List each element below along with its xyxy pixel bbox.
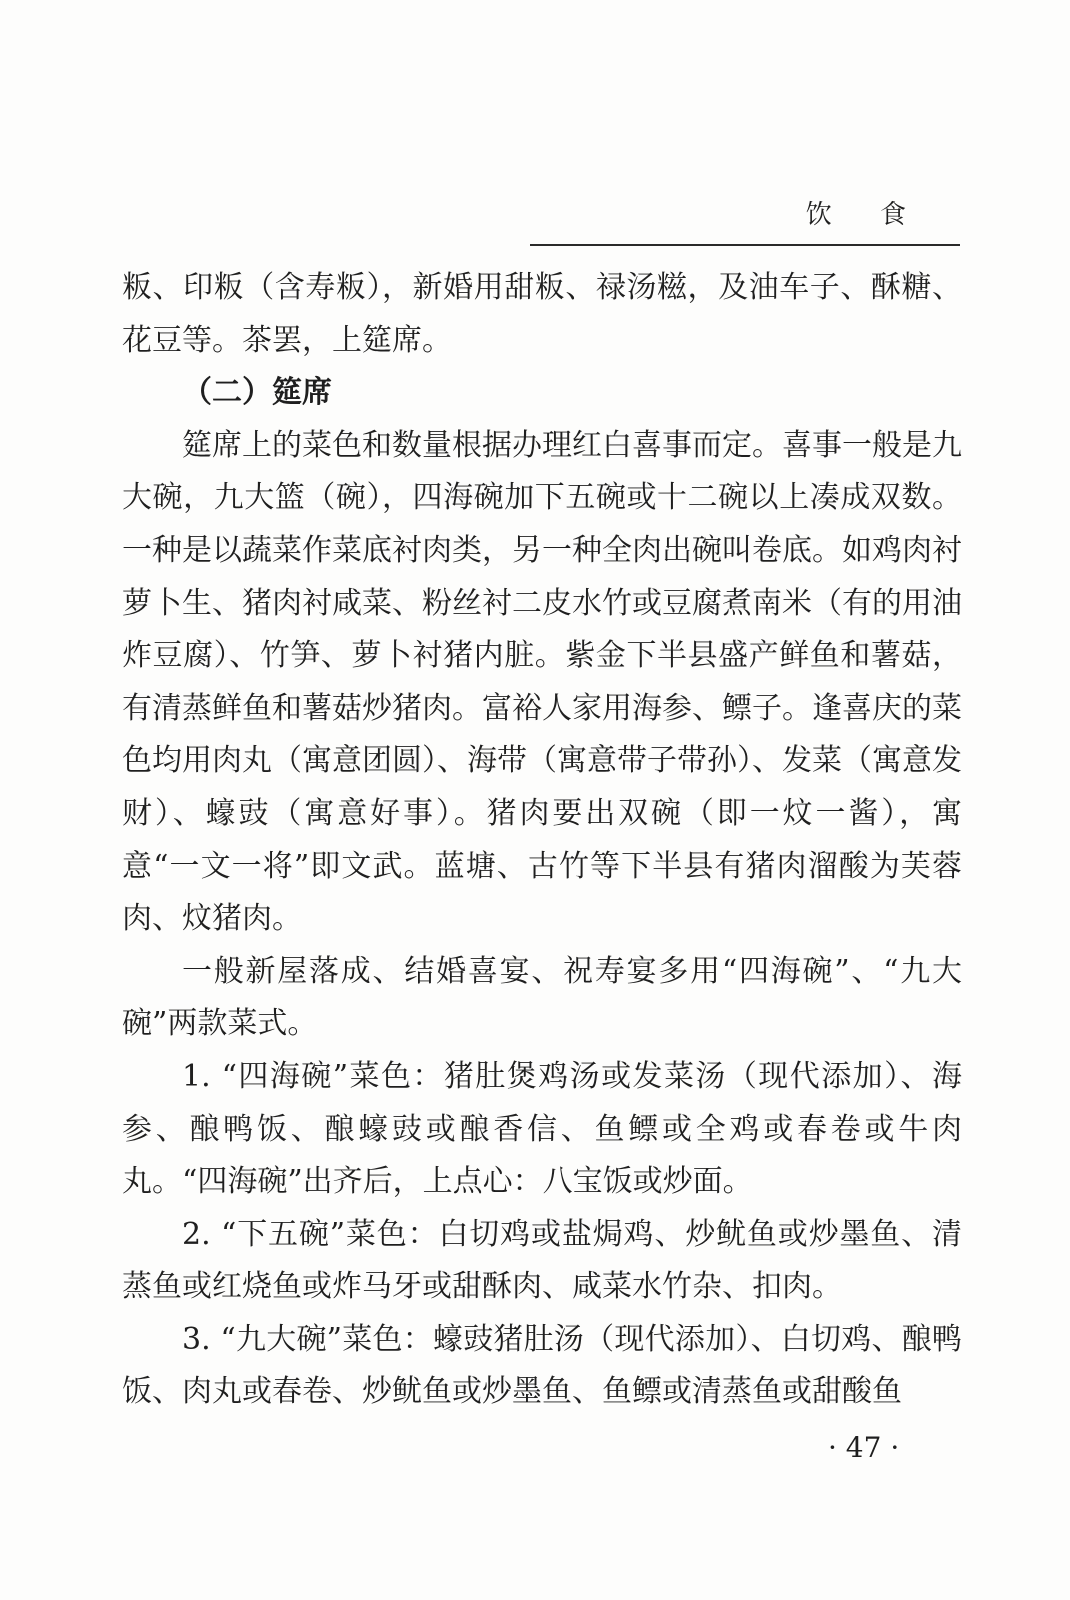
body-text [122,262,962,1419]
list-item-paragraph: 3. “九大碗”菜色：蠔豉猪肚汤（现代添加）、白切鸡、酿鸭饭、肉丸或春卷、炒鱿鱼或炒墨鱼、鱼鳔或清蒸鱼或甜酸鱼 [122,1321,962,1410]
section-heading: （二）筵席 [182,375,332,411]
paragraph-continued: 粄、印粄（含寿粄），新婚用甜粄、禄汤糍，及油车子、酥糖、花豆等。茶罢，上筵席。 [122,270,962,358]
page-number: · 47 · [828,1431,900,1464]
paragraph: 一般新屋落成、结婚喜宴、祝寿宴多用“四海碗”、“九大碗”两款菜式。 [122,953,962,1042]
list-item-paragraph: 2. “下五碗”菜色：白切鸡或盐焗鸡、炒鱿鱼或炒墨鱼、清蒸鱼或红烧鱼或炸马牙或甜酥肉、咸菜水竹杂、扣肉。 [122,1216,962,1305]
list-item-paragraph: 1. “四海碗”菜色：猪肚煲鸡汤或发菜汤（现代添加）、海参、酿鸭饭、酿蠔豉或酿香信、鱼鳔或全鸡或春卷或牛肉丸。“四海碗”出齐后，上点心：八宝饭或炒面。 [122,1058,962,1200]
paragraph: 筵席上的菜色和数量根据办理红白喜事而定。喜事一般是九大碗，九大篮（碗），四海碗加下五碗或十二碗以上凑成双数。一种是以蔬菜作菜底衬肉类，另一种全肉出碗叫卷底。如鸡肉衬萝卜生、猪肉衬咸菜、粉丝衬二皮水竹或豆腐煮南米（有的用油炸豆腐）、竹笋、萝卜衬猪内脏。紫金下半县盛产鲜鱼和薯菇，有清蒸鲜鱼和薯菇炒猪肉。富裕人家用海参、鳔子。逢喜庆的菜色均用肉丸（寓意团圆）、海带（寓意带子带孙）、发菜（寓意发财）、蠔豉（寓意好事）。猪肉要出双碗（即一炆一酱），寓意“一文一将”即文武。蓝塘、古竹等下半县有猪肉溜酸为芙蓉肉、炆猪肉。 [122,427,962,937]
running-head-title: 饮 食 [805,200,926,230]
running-head [530,196,960,246]
